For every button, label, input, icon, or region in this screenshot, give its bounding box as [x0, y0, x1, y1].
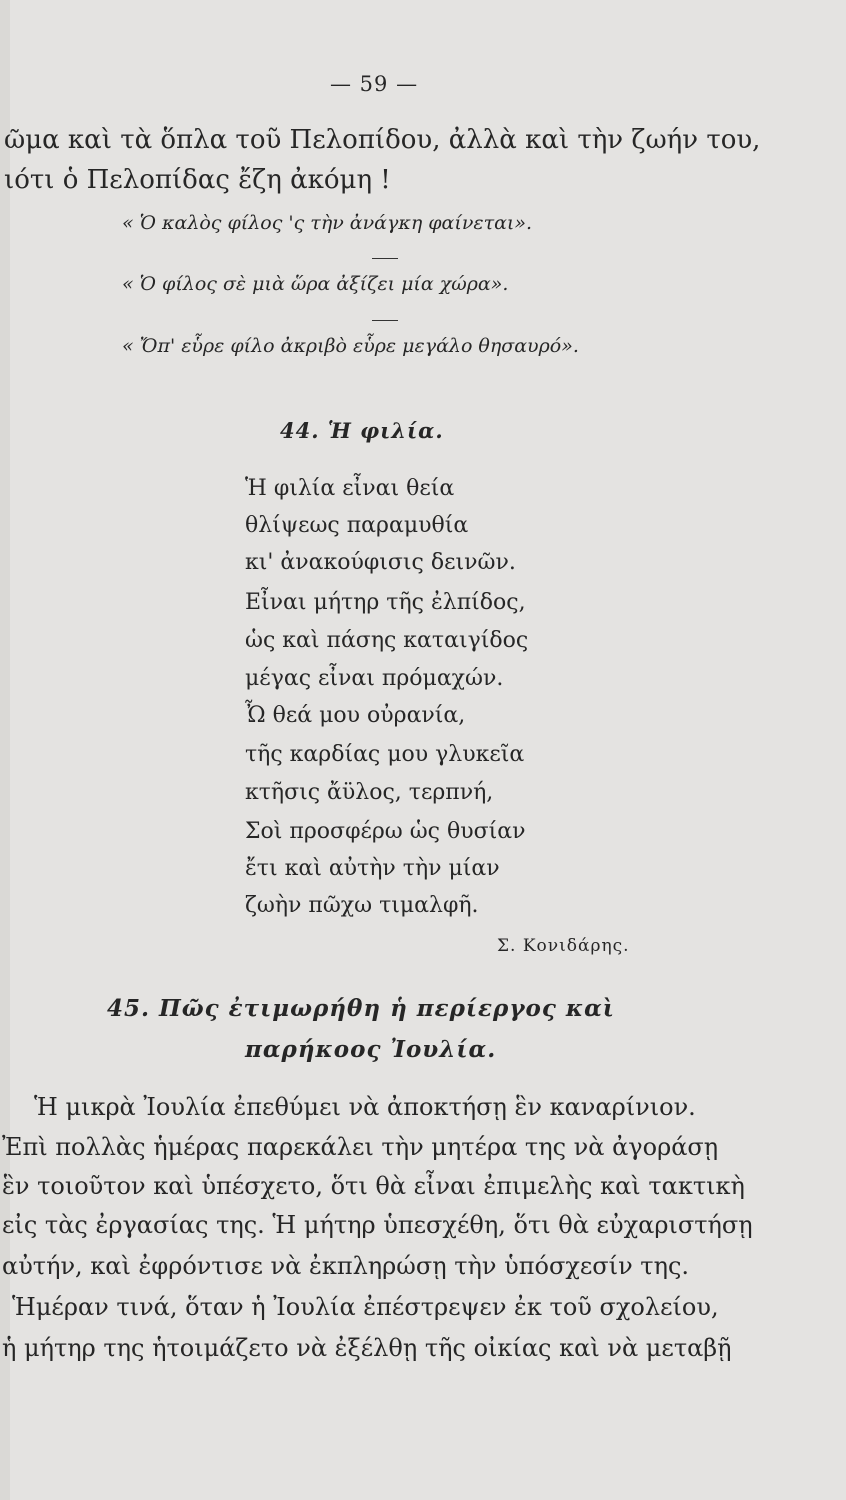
separator-dash [372, 258, 398, 259]
prose-line: αὐτήν, καὶ ἐφρόντισε νὰ ἐκπληρώσῃ τὴν ὑπόσχεσίν της. [2, 1252, 690, 1280]
proverb: « Ὁ φίλος σὲ μιὰ ὥρα ἀξίζει μία χώρα». [122, 273, 509, 295]
poem-line: θλίψεως παραμυθία [245, 513, 469, 538]
proverb: « Ὄπ' εὗρε φίλο ἀκριβὸ εὗρε μεγάλο θησαυρό». [122, 335, 579, 357]
poem-line: κτῆσις ἄϋλος, τερπνή, [245, 780, 494, 805]
poem-line: ἔτι καὶ αὐτὴν τὴν μίαν [245, 856, 500, 881]
text-line: ῶμα καὶ τὰ ὅπλα τοῦ Πελοπίδου, ἀλλὰ καὶ τὴν ζωήν του, [4, 125, 761, 155]
poem-line: Εἶναι μήτηρ τῆς ἐλπίδος, [245, 590, 526, 615]
prose-line: Ἡμέραν τινά, ὅταν ἡ Ἰουλία ἐπέστρεψεν ἐκ τοῦ σχολείου, [12, 1293, 719, 1321]
text-line: ιότι ὁ Πελοπίδας ἔζη ἀκόμη ! [4, 165, 391, 195]
poem-line: Ἡ φιλία εἶναι θεία [245, 476, 455, 501]
poem-line: Ὦ θεά μου οὐρανία, [245, 703, 466, 728]
section-title: 45. Πῶς ἐτιμωρήθη ἡ περίεργος καὶ [107, 995, 615, 1022]
poem-author: Σ. Κονιδάρης. [497, 936, 630, 956]
section-title-continued: παρήκοος Ἰουλία. [245, 1036, 497, 1063]
separator-dash [372, 320, 398, 321]
prose-line: ἡ μήτηρ της ἡτοιμάζετο νὰ ἐξέλθῃ τῆς οἰκίας καὶ νὰ μεταβῇ [2, 1334, 732, 1362]
poem-line: Σοὶ προσφέρω ὡς θυσίαν [245, 819, 526, 844]
prose-line: Ἐπὶ πολλὰς ἡμέρας παρεκάλει τὴν μητέρα της νὰ ἀγοράσῃ [2, 1133, 719, 1161]
poem-line: κι' ἀνακούφισις δεινῶν. [245, 550, 516, 575]
prose-line: Ἡ μικρὰ Ἰουλία ἐπεθύμει νὰ ἀποκτήσῃ ἓν καναρίνιον. [34, 1093, 696, 1121]
prose-line: εἰς τὰς ἐργασίας της. Ἡ μήτηρ ὑπεσχέθη, ὅτι θὰ εὐχαριστήσῃ [2, 1211, 753, 1239]
poem-line: μέγας εἶναι πρόμαχών. [245, 666, 504, 691]
proverb: « Ὁ καλὸς φίλος 'ς τὴν ἀνάγκη φαίνεται». [122, 212, 533, 234]
poem-line: ζωὴν πῶχω τιμαλφῆ. [245, 893, 479, 918]
prose-line: ἓν τοιοῦτον καὶ ὑπέσχετο, ὅτι θὰ εἶναι ἐπιμελὴς καὶ τακτικὴ [2, 1172, 745, 1200]
poem-line: ὡς καὶ πάσης καταιγίδος [245, 628, 529, 653]
page-number: — 59 — [330, 72, 419, 96]
poem-line: τῆς καρδίας μου γλυκεῖα [245, 742, 525, 767]
section-title: 44. Ἡ φιλία. [280, 418, 444, 443]
